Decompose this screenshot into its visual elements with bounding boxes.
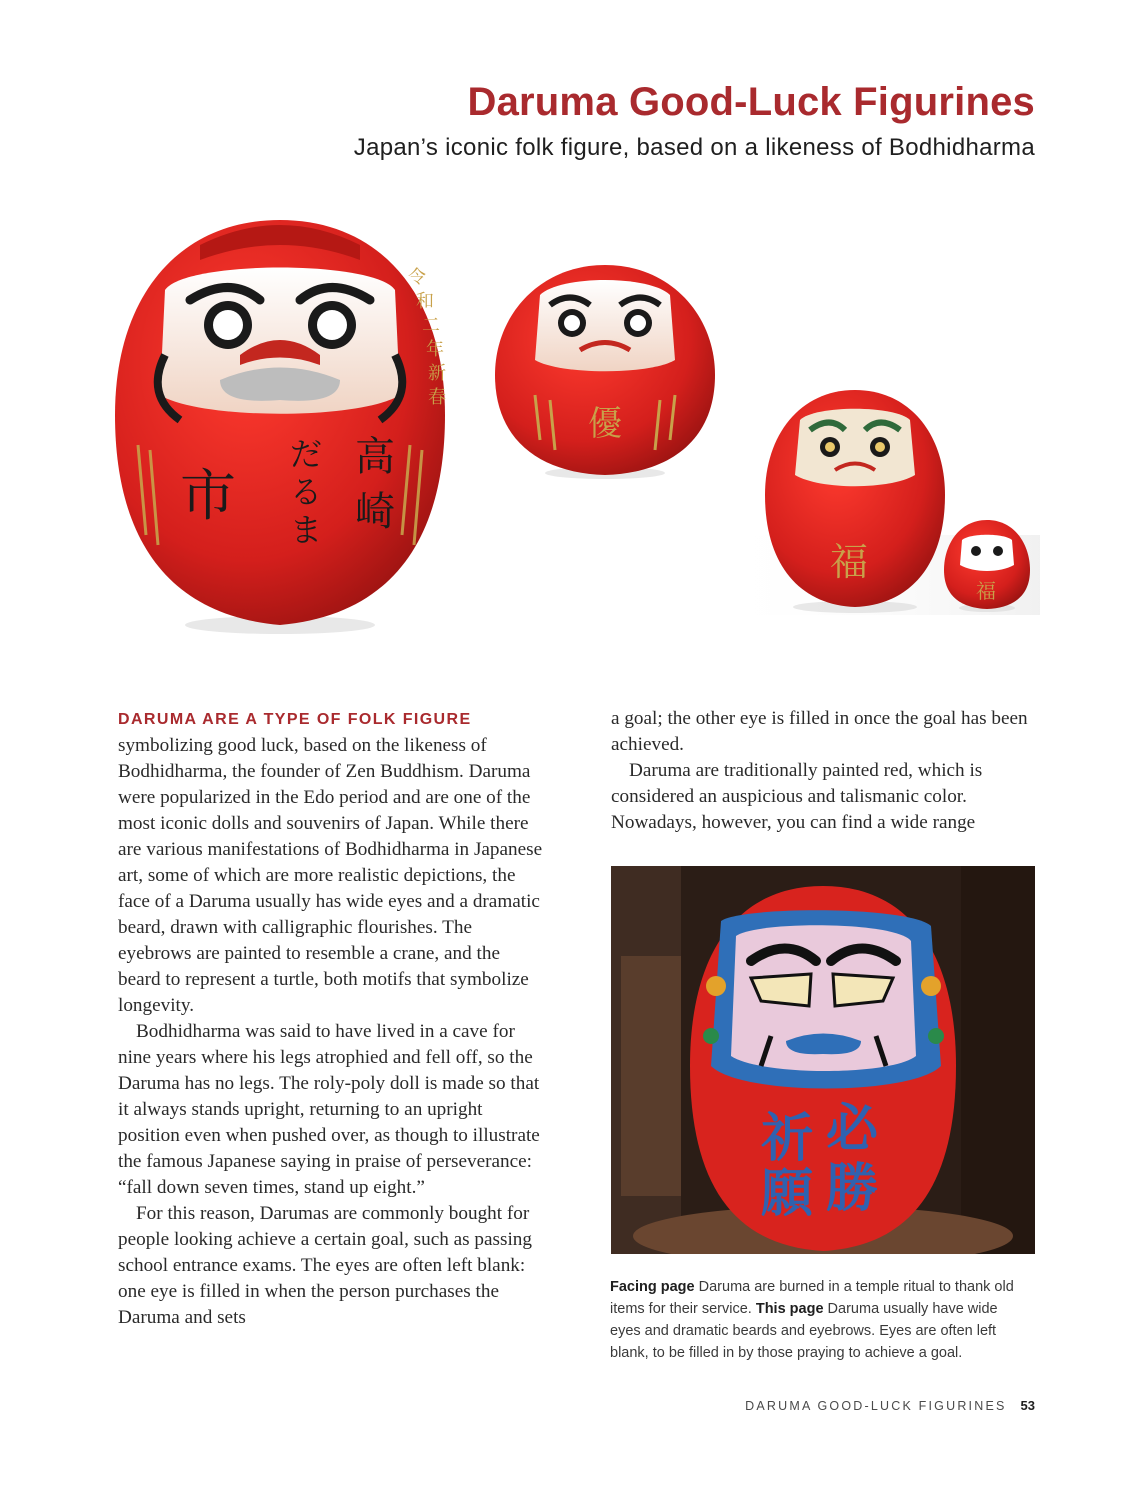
page-number: 53 [1020, 1398, 1035, 1413]
daruma-photo-art [611, 866, 1035, 1254]
page-footer [745, 1398, 1035, 1413]
medium-daruma [495, 265, 715, 479]
calligraphy-fuku-medium: 福 [830, 540, 869, 584]
photo-calligraphy-4: 勝 [826, 1159, 879, 1219]
tiny-daruma [944, 520, 1030, 612]
calligraphy-ichi: 市 [180, 464, 236, 529]
article-right-column [611, 706, 1041, 836]
side-calligraphy-3: 二 [422, 315, 440, 336]
calligraphy-daruma-3: ま [290, 511, 323, 549]
lead-in: DARUMA ARE A TYPE OF FOLK FIGURE [118, 711, 472, 728]
large-daruma [115, 220, 446, 634]
page-title: Daruma Good-Luck Figurines [467, 80, 1035, 124]
calligraphy-daruma-1: だ [290, 435, 323, 473]
calligraphy-takasaki-2: 崎 [355, 489, 395, 535]
photo-calligraphy-1: 祈 [761, 1109, 814, 1169]
page-subtitle: Japan’s iconic folk figure, based on a likeness of Bodhidharma [353, 134, 1035, 161]
paragraph-3: For this reason, Darumas are commonly bought for people looking achieve a certain goal, such as passing school entrance exams. The eyes are often left blank: one eye is filled in when the person purchases the Daruma and sets [118, 1203, 532, 1328]
paragraph-1-body: symbolizing good luck, based on the likeness of Bodhidharma, the founder of Zen Buddhism. Daruma were popularized in the Edo period and are one of the most iconic dolls and souvenirs of Japan. While there are various manifestations of Bodhidharma in Japanese art, some of which are more realistic depictions, the face of a Daruma usually has wide eyes and a dramatic beard, drawn with calligraphic flourishes. The eyebrows are painted to resemble a crane, and the beard to represent a turtle, both motifs that symbolize longevity. [118, 735, 543, 1016]
paragraph-3-continued: a goal; the other eye is filled in once the goal has been achieved. [611, 708, 1028, 755]
photo-calligraphy-3: 願 [761, 1164, 814, 1224]
calligraphy-yu: 優 [588, 404, 622, 444]
caption-text-1: Daruma are burned in a temple ritual to thank old items for their service. [610, 1279, 1014, 1317]
paragraph-1 [118, 706, 544, 1019]
paragraph-2: Bodhidharma was said to have lived in a cave for nine years where his legs atrophied and fell off, so the Daruma has no legs. The roly-poly doll is made so that it always stands upright, returning to an upright position even when pushed over, as though to illustrate the famous Japanese saying in praise of perseverance: “fall down seven times, stand up eight.” [118, 1021, 540, 1198]
caption-text-2: Daruma usually have wide eyes and dramatic beards and eyebrows. Eyes are often left blank, to be filled in by those praying to achieve a goal. [610, 1301, 998, 1361]
calligraphy-fuku-small: 福 [976, 579, 996, 603]
side-calligraphy-6: 春 [428, 387, 446, 408]
photo-calligraphy-2: 必 [826, 1099, 879, 1159]
daruma-photo [611, 866, 1035, 1254]
side-calligraphy-2: 和 [416, 291, 434, 312]
article-left-column [118, 706, 544, 1331]
caption-label-facing-page: Facing page [610, 1279, 695, 1295]
caption-label-this-page: This page [755, 1301, 824, 1317]
side-calligraphy-5: 新 [428, 363, 446, 384]
hero-daruma-figures [110, 205, 1040, 655]
side-calligraphy-4: 年 [426, 339, 444, 360]
calligraphy-takasaki-1: 高 [355, 434, 395, 480]
calligraphy-daruma-2: る [290, 473, 323, 511]
paragraph-4: Daruma are traditionally painted red, which is considered an auspicious and talismanic color. Nowadays, however, you can find a wide range [611, 760, 983, 833]
running-head: DARUMA GOOD-LUCK FIGURINES [745, 1399, 1007, 1413]
photo-caption [610, 1276, 1030, 1364]
side-calligraphy-1: 令 [408, 267, 426, 288]
